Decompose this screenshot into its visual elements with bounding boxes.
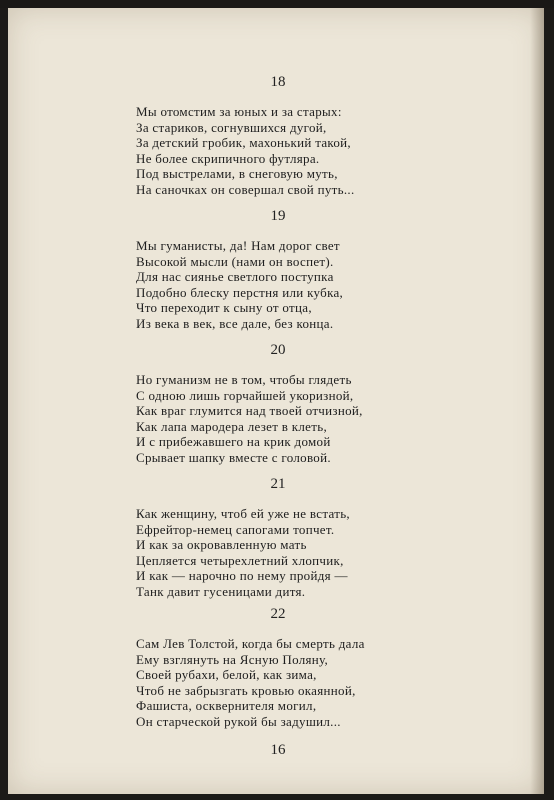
poem-line: Сам Лев Толстой, когда бы смерть дала xyxy=(136,636,365,651)
poem-line: Не более скрипичного футляра. xyxy=(136,150,320,166)
poem-line: И как — нарочно по нему пройдя — xyxy=(136,568,348,583)
poem-line: Он старческой рукой бы задушил... xyxy=(136,713,341,729)
poem-line: Как женщину, чтоб ей уже не встать, xyxy=(136,506,350,521)
poem-line: Ему взглянуть на Ясную Поляну, xyxy=(136,651,329,667)
poem-lines xyxy=(136,372,363,465)
poem-line: Ефрейтор-немец сапогами топчет. xyxy=(136,521,335,537)
poem-number: 21 xyxy=(270,476,286,492)
poem-line: Под выстрелами, в снеговую муть, xyxy=(136,166,338,181)
poem-line: Высокой мысли (нами он воспет). xyxy=(136,253,334,269)
poem-line: Как враг глумится над твоей отчизной, xyxy=(136,403,363,418)
poem-number: 18 xyxy=(270,74,286,90)
poem-line: Чтоб не забрызгать кровью окаянной, xyxy=(136,682,356,698)
poem-line: Но гуманизм не в том, чтобы глядеть xyxy=(136,372,352,387)
poem-line: Как лапа мародера лезет в клеть, xyxy=(136,418,328,434)
poem-line: За детский гробик, махонький такой, xyxy=(136,135,351,150)
poem-line: С одною лишь горчайшей укоризной, xyxy=(136,387,354,403)
poem-lines xyxy=(136,636,365,729)
poem-line: Своей рубахи, белой, как зима, xyxy=(136,667,317,682)
poem-line: Из века в век, все дале, без конца. xyxy=(136,315,334,331)
poem-number: 20 xyxy=(270,342,286,358)
poem-line: Цепляется четырехлетний хлопчик, xyxy=(136,552,344,568)
poem-line: За стариков, согнувшихся дугой, xyxy=(136,119,327,135)
poem-line: Срывает шапку вместе с головой. xyxy=(136,449,331,465)
poem-line: И с прибежавшего на крик домой xyxy=(136,434,331,449)
poem-line: Мы отомстим за юных и за старых: xyxy=(136,104,342,119)
poem-line: Для нас сиянье светлого поступка xyxy=(136,269,334,284)
poem-number: 19 xyxy=(270,208,286,224)
poem-line: Что переходит к сыну от отца, xyxy=(136,300,312,315)
scan-top-strip xyxy=(0,0,554,8)
book-page xyxy=(8,8,544,794)
page-number: 16 xyxy=(270,742,286,758)
poem-line: Подобно блеску перстня или кубка, xyxy=(136,284,344,300)
poem-lines xyxy=(136,104,355,197)
poem-number: 22 xyxy=(270,606,286,622)
poem-line: Танк давит гусеницами дитя. xyxy=(136,583,306,599)
poem-line: И как за окровавленную мать xyxy=(136,537,307,552)
poem-lines xyxy=(136,238,343,331)
poem-line: Мы гуманисты, да! Нам дорог свет xyxy=(136,238,340,253)
poem-line: Фашиста, осквернителя могил, xyxy=(136,698,317,713)
poem-lines xyxy=(136,506,350,599)
poem-line: На саночках он совершал свой путь... xyxy=(136,181,355,197)
